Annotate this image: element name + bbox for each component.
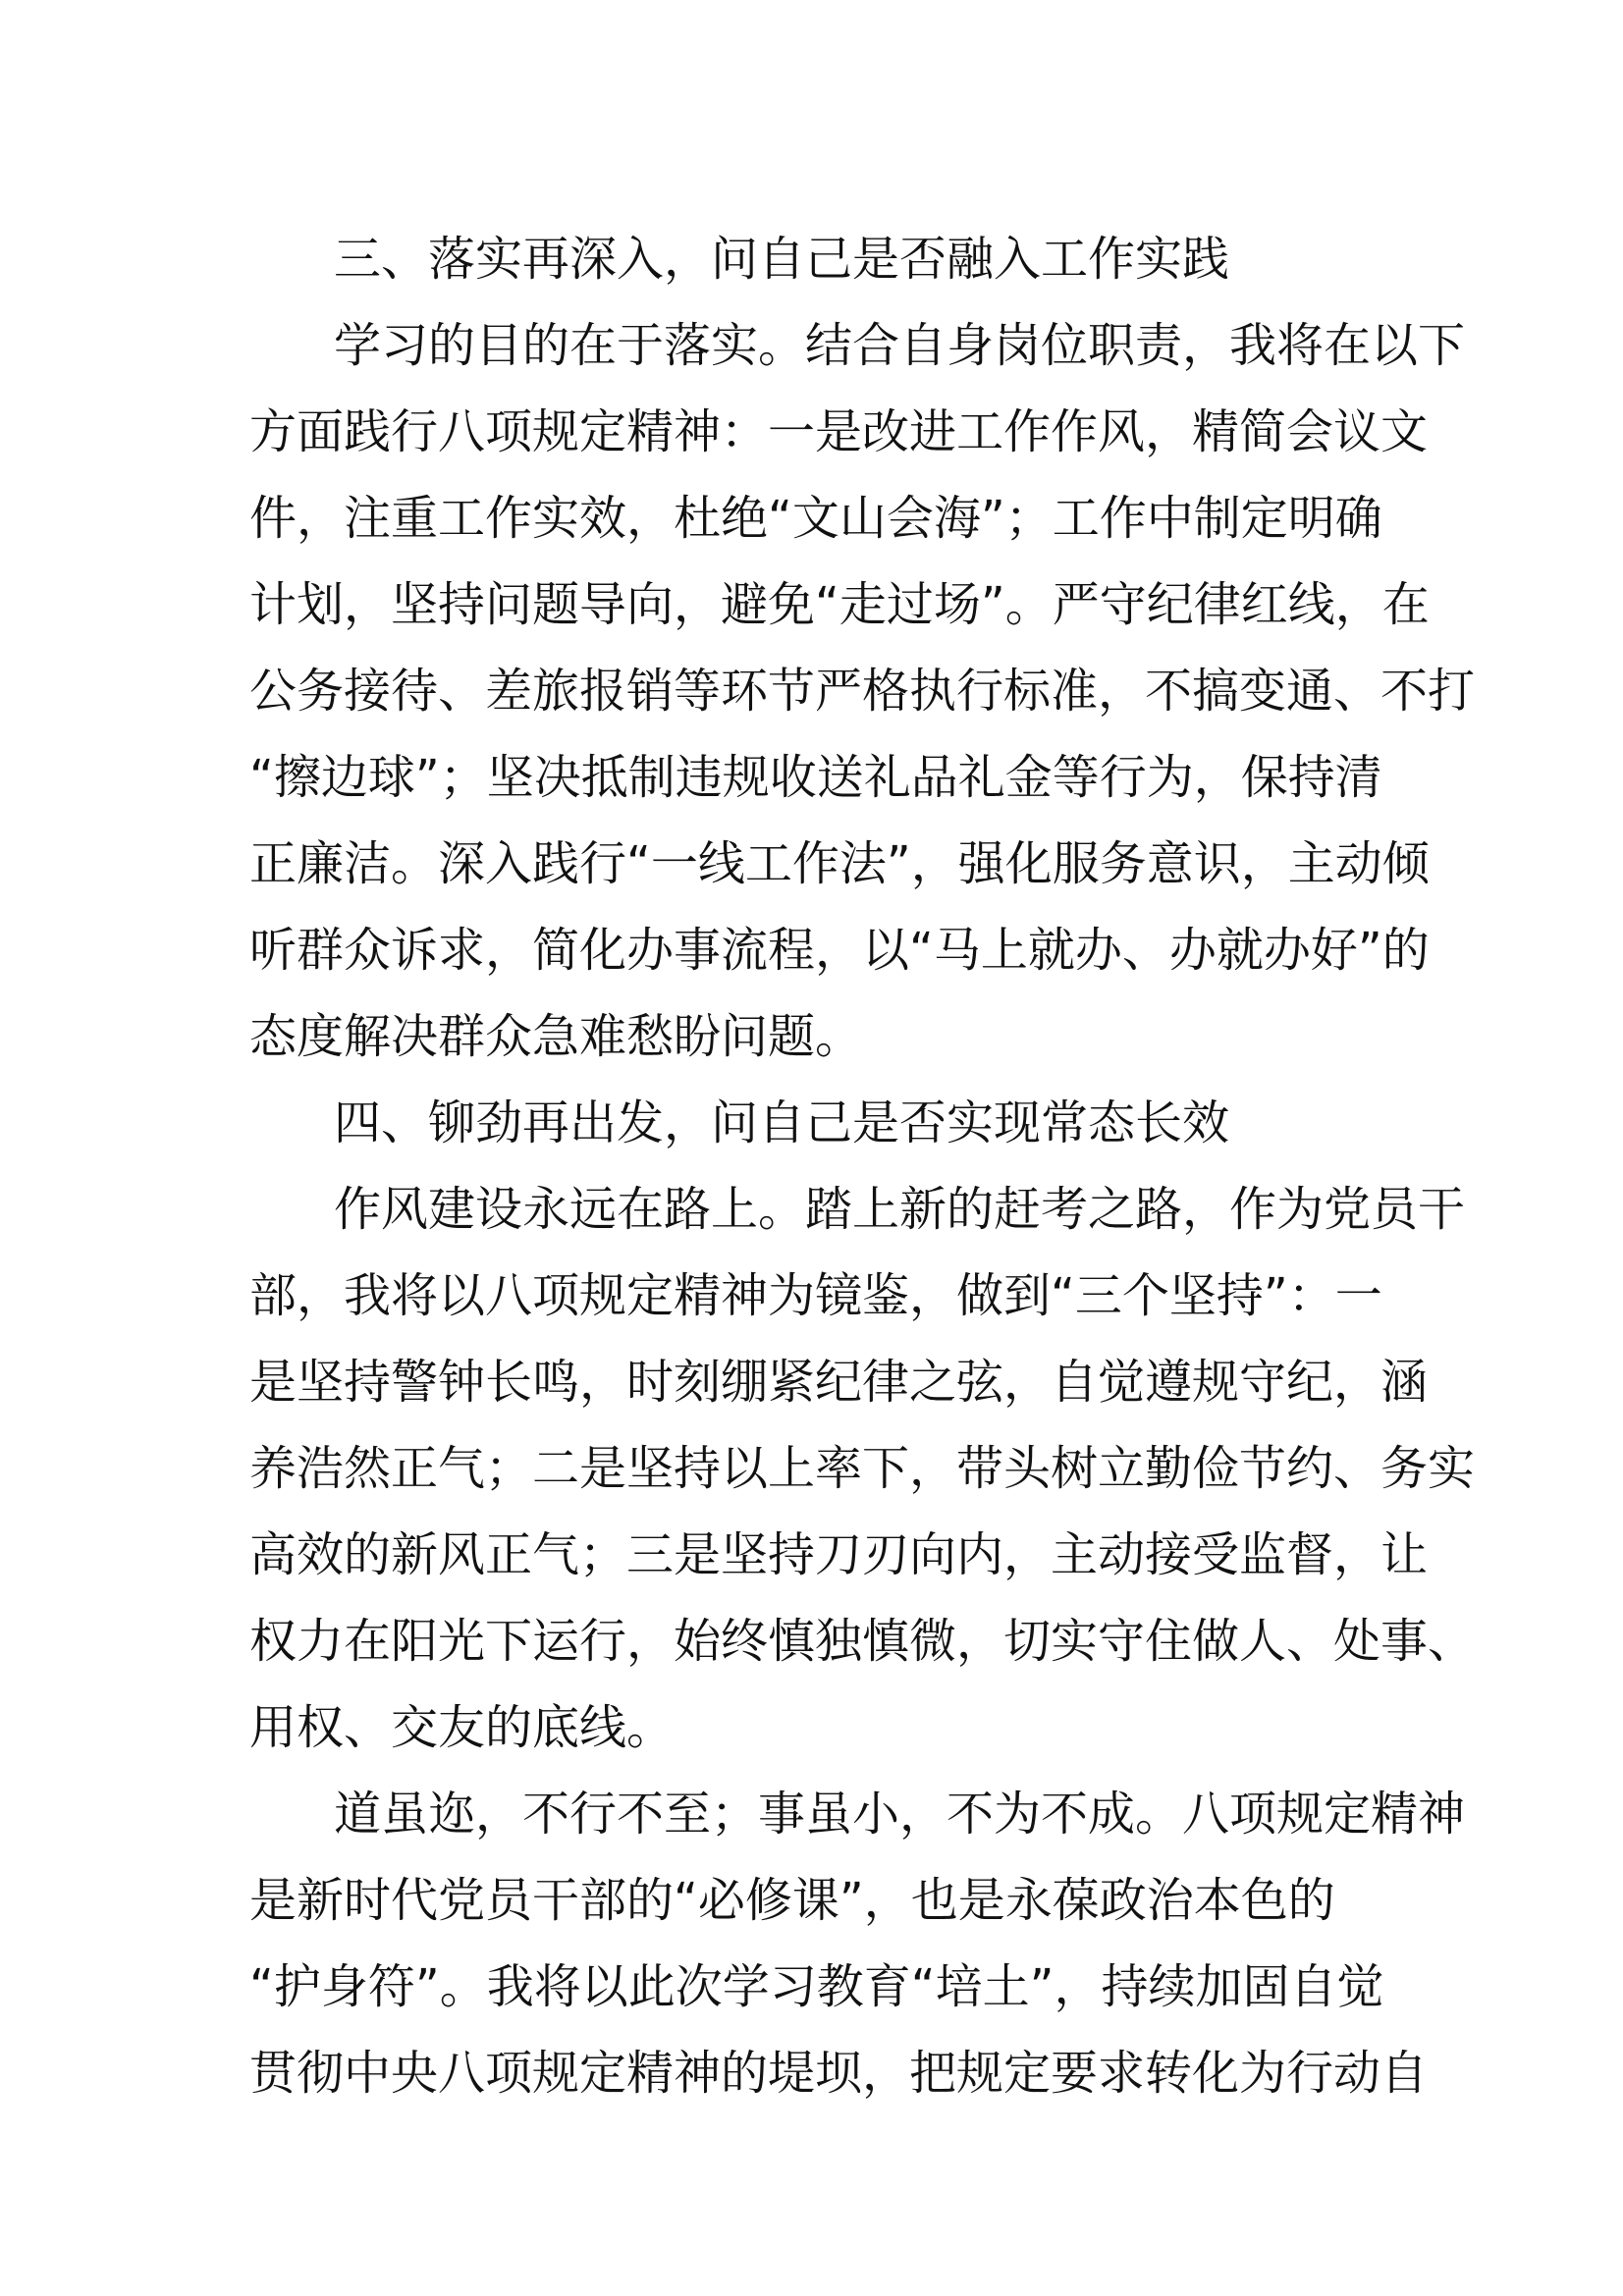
- paragraph-line: 件，注重工作实效，杜绝“文山会海”；工作中制定明确: [249, 491, 1382, 546]
- paragraph-line: 正廉洁。深入践行“一线工作法”，强化服务意识，主动倾: [249, 836, 1430, 891]
- paragraph-line: “擦边球”；坚决抵制违规收送礼品礼金等行为，保持清: [249, 750, 1382, 805]
- paragraph-line: 部，我将以八项规定精神为镜鉴，做到“三个坚持”：一: [249, 1268, 1382, 1323]
- paragraph-line: 学习的目的在于落实。结合自身岗位职责，我将在以下: [334, 318, 1466, 373]
- paragraph-line: 是坚持警钟长鸣，时刻绷紧纪律之弦，自觉遵规守纪，涵: [249, 1355, 1429, 1410]
- paragraph-line: 用权、交友的底线。: [249, 1700, 675, 1755]
- paragraph-line: 作风建设永远在路上。踏上新的赶考之路，作为党员干: [334, 1182, 1466, 1237]
- paragraph-line: 贯彻中央八项规定精神的堤坝，把规定要求转化为行动自: [249, 2046, 1429, 2101]
- paragraph-line: 权力在阳光下运行，始终慎独慎微，切实守住做人、处事、: [249, 1614, 1476, 1669]
- paragraph-line: 方面践行八项规定精神：一是改进工作作风，精简会议文: [249, 404, 1429, 459]
- paragraph-line: 是新时代党员干部的“必修课”，也是永葆政治本色的: [249, 1873, 1335, 1928]
- paragraph-line: 高效的新风正气；三是坚持刀刃向内，主动接受监督，让: [249, 1527, 1429, 1582]
- paragraph-line: 态度解决群众急难愁盼问题。: [249, 1009, 863, 1064]
- section-heading-3: 三、落实再深入，问自己是否融入工作实践: [334, 232, 1230, 287]
- paragraph-line: “护身符”。我将以此次学习教育“培土”，持续加固自觉: [249, 1959, 1384, 2014]
- paragraph-line: 公务接待、差旅报销等环节严格执行标准，不搞变通、不打: [249, 664, 1476, 719]
- paragraph-line: 道虽迩，不行不至；事虽小，不为不成。八项规定精神: [334, 1787, 1466, 1842]
- paragraph-line: 养浩然正气；二是坚持以上率下，带头树立勤俭节约、务实: [249, 1441, 1476, 1496]
- paragraph-line: 计划，坚持问题导向，避免“走过场”。严守纪律红线，在: [249, 577, 1430, 632]
- paragraph-line: 听群众诉求，简化办事流程，以“马上就办、办就办好”的: [249, 923, 1430, 978]
- section-heading-4: 四、铆劲再出发，问自己是否实现常态长效: [334, 1095, 1230, 1150]
